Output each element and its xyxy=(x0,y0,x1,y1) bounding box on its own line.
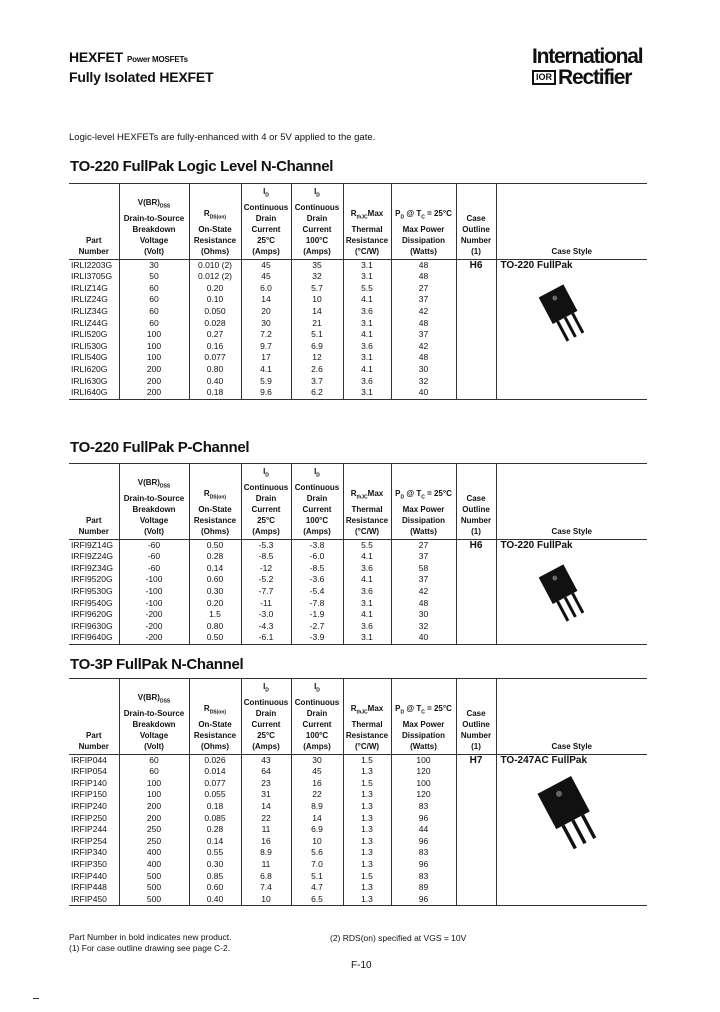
table-cell: 0.14 xyxy=(189,836,241,848)
table-cell: 48 xyxy=(391,259,456,271)
table-cell: 500 xyxy=(119,871,189,883)
table-cell: -4.3 xyxy=(241,621,291,633)
table-cell: 58 xyxy=(391,563,456,575)
table-cell: 3.1 xyxy=(343,259,391,271)
table-cell: 4.1 xyxy=(343,294,391,306)
table-cell: -60 xyxy=(119,539,189,551)
table-cell: 0.026 xyxy=(189,754,241,766)
table-cell: 5.7 xyxy=(291,283,343,295)
table-cell: 200 xyxy=(119,376,189,388)
spec-table-logic-n xyxy=(69,183,647,400)
table-cell: 0.028 xyxy=(189,318,241,330)
to220-package-icon xyxy=(537,281,593,345)
table-cell: 8.9 xyxy=(291,801,343,813)
table-cell: 14 xyxy=(241,801,291,813)
table-cell: 100 xyxy=(119,789,189,801)
table-cell: 5.5 xyxy=(343,539,391,551)
table-row xyxy=(69,754,647,766)
table-cell: 4.1 xyxy=(343,574,391,586)
table-cell: IRFIP254 xyxy=(71,835,107,846)
table-cell: 3.1 xyxy=(343,387,391,399)
table-cell: 12 xyxy=(291,352,343,364)
table-cell: 5.5 xyxy=(343,283,391,295)
table-cell: -6.1 xyxy=(241,632,291,644)
table-cell: 48 xyxy=(391,352,456,364)
intro-text: Logic-level HEXFETs are fully-enhanced with 4 or 5V applied to the gate. xyxy=(69,132,376,143)
table-cell: 1.5 xyxy=(343,871,391,883)
table-cell: IRLI2203G xyxy=(71,259,113,270)
table-cell: 83 xyxy=(391,801,456,813)
page-number: F-10 xyxy=(351,960,372,971)
table-cell: 5.6 xyxy=(291,847,343,859)
table-cell: IRLIZ24G xyxy=(71,294,108,305)
table-cell: 0.050 xyxy=(189,306,241,318)
table-cell: 4.1 xyxy=(343,329,391,341)
table-cell: -60 xyxy=(119,563,189,575)
table-header-row: Part Number $V(BR)_{DSS}$ Drain-to-Source Breakdown Voltage (Volt) $R_{DS(on)}$ On-State Resistance (Ohms) $I_D$ Continuous Drain Current 25°C (Amps) $I_D$ Continuous Drain Current 100°C (Amps) $R_{thJC}Max$ Thermal Resistance (°C/W) $P_D$ @ $T_C = 25^\circ C$ Max Power Dissipation (Watts) Case Outline Number (1) Case Style xyxy=(69,464,647,540)
table-cell: -1.9 xyxy=(291,609,343,621)
table-cell: IRLI630G xyxy=(71,375,108,386)
table-cell: 35 xyxy=(291,259,343,271)
table-cell: -3.6 xyxy=(291,574,343,586)
table-cell: 30 xyxy=(241,318,291,330)
table-cell: 1.3 xyxy=(343,824,391,836)
table-cell: 6.5 xyxy=(291,894,343,906)
table-cell: 400 xyxy=(119,859,189,871)
table-cell: 5.9 xyxy=(241,376,291,388)
table-cell: 17 xyxy=(241,352,291,364)
to220-package-icon xyxy=(537,561,593,625)
table-cell: 1.3 xyxy=(343,789,391,801)
table-cell: 10 xyxy=(291,836,343,848)
table-cell: 0.085 xyxy=(189,813,241,825)
table-cell: 0.18 xyxy=(189,387,241,399)
table-cell: 14 xyxy=(291,813,343,825)
table-cell: 45 xyxy=(241,259,291,271)
table-cell: 10 xyxy=(291,294,343,306)
table-cell: IRFI9Z14G xyxy=(71,539,114,550)
document-title: Fully Isolated HEXFET xyxy=(69,69,214,85)
table-cell: -5.3 xyxy=(241,539,291,551)
table-cell: 96 xyxy=(391,813,456,825)
table-cell: -7.8 xyxy=(291,598,343,610)
table-cell: 96 xyxy=(391,859,456,871)
table-cell: 0.10 xyxy=(189,294,241,306)
table-cell: IRFI9630G xyxy=(71,620,113,631)
table-cell: 100 xyxy=(391,754,456,766)
section-title: TO-220 FullPak P-Channel xyxy=(70,439,250,456)
table-cell: 1.3 xyxy=(343,766,391,778)
table-cell: IRLI540G xyxy=(71,352,108,363)
table-cell: -200 xyxy=(119,609,189,621)
table-cell: 1.3 xyxy=(343,813,391,825)
table-cell: 9.7 xyxy=(241,341,291,353)
table-cell: 40 xyxy=(391,632,456,644)
spec-table-to3p xyxy=(69,678,647,906)
table-cell: IRFI9540G xyxy=(71,597,113,608)
table-cell: 400 xyxy=(119,847,189,859)
table-cell: 100 xyxy=(391,778,456,790)
table-cell: IRFI9520G xyxy=(71,574,113,585)
table-cell: 2.6 xyxy=(291,364,343,376)
table-cell: 48 xyxy=(391,271,456,283)
table-cell: 200 xyxy=(119,801,189,813)
table-cell: 0.50 xyxy=(189,539,241,551)
case-outline-code: H7 xyxy=(456,754,496,906)
table-cell: 500 xyxy=(119,882,189,894)
table-cell: 3.6 xyxy=(343,621,391,633)
table-cell: 43 xyxy=(241,754,291,766)
table-cell: -200 xyxy=(119,621,189,633)
table-cell: 60 xyxy=(119,754,189,766)
table-cell: 3.6 xyxy=(343,306,391,318)
table-cell: 7.4 xyxy=(241,882,291,894)
table-cell: 96 xyxy=(391,836,456,848)
table-cell: IRFI9640G xyxy=(71,632,113,643)
table-cell: 1.5 xyxy=(343,754,391,766)
table-cell: 50 xyxy=(119,271,189,283)
table-cell: 0.16 xyxy=(189,341,241,353)
table-cell: 89 xyxy=(391,882,456,894)
table-cell: 48 xyxy=(391,318,456,330)
table-cell: IRFIP240 xyxy=(71,800,107,811)
table-cell: 0.60 xyxy=(189,574,241,586)
section-title: TO-3P FullPak N-Channel xyxy=(70,656,244,673)
table-cell: 0.077 xyxy=(189,778,241,790)
table-cell: 30 xyxy=(391,609,456,621)
table-cell: 1.5 xyxy=(343,778,391,790)
table-cell: IRFIP244 xyxy=(71,824,107,835)
table-cell: IRFIP340 xyxy=(71,847,107,858)
table-cell: IRFIP054 xyxy=(71,766,107,777)
table-cell: IRLIZ34G xyxy=(71,305,108,316)
table-cell: -3.9 xyxy=(291,632,343,644)
table-cell: 11 xyxy=(241,859,291,871)
table-cell: 60 xyxy=(119,306,189,318)
table-cell: -100 xyxy=(119,598,189,610)
table-cell: 6.0 xyxy=(241,283,291,295)
table-cell: 0.30 xyxy=(189,859,241,871)
table-cell: 45 xyxy=(241,271,291,283)
table-cell: 16 xyxy=(291,778,343,790)
table-cell: -12 xyxy=(241,563,291,575)
table-cell: 0.010 (2) xyxy=(189,259,241,271)
table-header-row: Part Number $V(BR)_{DSS}$ Drain-to-Source Breakdown Voltage (Volt) $R_{DS(on)}$ On-State Resistance (Ohms) $I_D$ Continuous Drain Current 25°C (Amps) $I_D$ Continuous Drain Current 100°C (Amps) $R_{thJC}Max$ Thermal Resistance (°C/W) $P_D$ @ $T_C = 25^\circ C$ Max Power Dissipation (Watts) Case Outline Number (1) Case Style xyxy=(69,679,647,755)
table-cell: 83 xyxy=(391,847,456,859)
table-cell: 3.1 xyxy=(343,318,391,330)
table-cell: 3.1 xyxy=(343,598,391,610)
table-cell: 3.1 xyxy=(343,632,391,644)
table-cell: 0.50 xyxy=(189,632,241,644)
table-cell: 60 xyxy=(119,283,189,295)
table-cell: 42 xyxy=(391,586,456,598)
table-cell: IRFIP140 xyxy=(71,777,107,788)
table-cell: IRFI9530G xyxy=(71,585,113,596)
table-cell: 22 xyxy=(291,789,343,801)
table-cell: -100 xyxy=(119,574,189,586)
table-cell: 3.7 xyxy=(291,376,343,388)
table-cell: IRFI9620G xyxy=(71,609,113,620)
table-cell: IRLI530G xyxy=(71,340,108,351)
footnote-2: (2) RDS(on) specified at VGS = 10V xyxy=(330,933,467,943)
table-cell: 0.20 xyxy=(189,283,241,295)
table-cell: 7.2 xyxy=(241,329,291,341)
table-cell: 4.1 xyxy=(343,364,391,376)
table-cell: IRFIP350 xyxy=(71,858,107,869)
table-cell: 5.1 xyxy=(291,871,343,883)
table-cell: 0.28 xyxy=(189,551,241,563)
table-cell: IRLI520G xyxy=(71,329,108,340)
table-cell: -5.2 xyxy=(241,574,291,586)
table-cell: -3.8 xyxy=(291,539,343,551)
case-outline-code: H6 xyxy=(456,539,496,644)
table-cell: 200 xyxy=(119,813,189,825)
table-cell: IRFIP150 xyxy=(71,789,107,800)
table-cell: 37 xyxy=(391,329,456,341)
table-cell: 7.0 xyxy=(291,859,343,871)
table-cell: 1.3 xyxy=(343,801,391,813)
table-cell: IRFIP450 xyxy=(71,893,107,904)
table-cell: 60 xyxy=(119,766,189,778)
table-cell: -6.0 xyxy=(291,551,343,563)
table-cell: 1.3 xyxy=(343,894,391,906)
table-cell: 32 xyxy=(391,621,456,633)
table-cell: 8.9 xyxy=(241,847,291,859)
table-cell: 16 xyxy=(241,836,291,848)
table-cell: 4.1 xyxy=(343,609,391,621)
table-cell: 120 xyxy=(391,789,456,801)
table-cell: IRFIP044 xyxy=(71,754,107,765)
table-cell: 9.6 xyxy=(241,387,291,399)
table-cell: 32 xyxy=(291,271,343,283)
table-cell: 1.3 xyxy=(343,836,391,848)
table-cell: IRFIP250 xyxy=(71,812,107,823)
table-cell: 14 xyxy=(291,306,343,318)
table-cell: 37 xyxy=(391,551,456,563)
table-cell: 0.40 xyxy=(189,376,241,388)
table-cell: IRLIZ14G xyxy=(71,282,108,293)
table-cell: -200 xyxy=(119,632,189,644)
table-cell: 100 xyxy=(119,352,189,364)
table-cell: 23 xyxy=(241,778,291,790)
table-cell: 250 xyxy=(119,824,189,836)
table-cell: 96 xyxy=(391,894,456,906)
table-cell: 0.012 (2) xyxy=(189,271,241,283)
table-cell: IRLI3705G xyxy=(71,271,113,282)
table-cell: 0.14 xyxy=(189,563,241,575)
table-cell: -3.0 xyxy=(241,609,291,621)
table-cell: 0.40 xyxy=(189,894,241,906)
table-cell: 120 xyxy=(391,766,456,778)
table-cell: 30 xyxy=(291,754,343,766)
table-cell: 64 xyxy=(241,766,291,778)
to247-package-icon xyxy=(537,776,607,852)
table-cell: IRLIZ44G xyxy=(71,317,108,328)
table-cell: 60 xyxy=(119,318,189,330)
table-cell: 3.6 xyxy=(343,376,391,388)
table-cell: IRFIP448 xyxy=(71,882,107,893)
table-cell: 37 xyxy=(391,294,456,306)
table-cell: 3.1 xyxy=(343,352,391,364)
table-cell: 27 xyxy=(391,283,456,295)
table-cell: -7.7 xyxy=(241,586,291,598)
table-cell: 1.3 xyxy=(343,882,391,894)
table-cell: 0.055 xyxy=(189,789,241,801)
table-cell: 14 xyxy=(241,294,291,306)
table-cell: -8.5 xyxy=(241,551,291,563)
company-logo: International IOR Rectifier xyxy=(532,45,643,89)
table-cell: 0.60 xyxy=(189,882,241,894)
case-style-cell: TO-220 FullPak xyxy=(496,259,647,399)
table-cell: 0.18 xyxy=(189,801,241,813)
table-cell: 45 xyxy=(291,766,343,778)
table-cell: IRLI620G xyxy=(71,363,108,374)
section-title: TO-220 FullPak Logic Level N-Channel xyxy=(70,158,334,175)
table-cell: 1.5 xyxy=(189,609,241,621)
table-cell: 4.7 xyxy=(291,882,343,894)
table-cell: 200 xyxy=(119,364,189,376)
table-cell: 5.1 xyxy=(291,329,343,341)
table-cell: IRFIP440 xyxy=(71,870,107,881)
table-cell: 500 xyxy=(119,894,189,906)
table-cell: 20 xyxy=(241,306,291,318)
table-cell: -2.7 xyxy=(291,621,343,633)
table-cell: 0.28 xyxy=(189,824,241,836)
table-cell: 250 xyxy=(119,836,189,848)
table-cell: 10 xyxy=(241,894,291,906)
table-cell: IRFI9Z34G xyxy=(71,562,114,573)
table-row xyxy=(69,539,647,551)
table-cell: 83 xyxy=(391,871,456,883)
table-cell: -100 xyxy=(119,586,189,598)
table-row xyxy=(69,259,647,271)
table-cell: 32 xyxy=(391,376,456,388)
table-cell: 6.9 xyxy=(291,824,343,836)
table-cell: 6.9 xyxy=(291,341,343,353)
table-cell: 27 xyxy=(391,539,456,551)
footnotes: Part Number in bold indicates new product. (1) For case outline drawing see page C-2. xyxy=(69,932,232,953)
table-cell: 0.30 xyxy=(189,586,241,598)
spec-table-p-channel xyxy=(69,463,647,645)
table-cell: 44 xyxy=(391,824,456,836)
table-header-row: Part Number $V(BR)_{DSS}$ Drain-to-Source Breakdown Voltage (Volt) $R_{DS(on)}$ On-State Resistance (Ohms) $I_D$ Continuous Drain Current 25°C (Amps) $I_D$ Continuous Drain Current 100°C (Amps) $R_{thJC}Max$ Thermal Resistance (°C/W) $P_D$ @ $T_C = 25^\circ C$ Max Power Dissipation (Watts) Case Outline Number (1) Case Style xyxy=(69,184,647,260)
table-cell: 100 xyxy=(119,341,189,353)
case-style-cell: TO-220 FullPak xyxy=(496,539,647,644)
table-cell: 30 xyxy=(119,259,189,271)
table-cell: 100 xyxy=(119,778,189,790)
table-cell: 3.6 xyxy=(343,341,391,353)
table-cell: 1.3 xyxy=(343,859,391,871)
case-outline-code: H6 xyxy=(456,259,496,399)
table-cell: 21 xyxy=(291,318,343,330)
table-cell: 0.80 xyxy=(189,364,241,376)
table-cell: 22 xyxy=(241,813,291,825)
table-cell: 11 xyxy=(241,824,291,836)
table-cell: 0.55 xyxy=(189,847,241,859)
table-cell: 42 xyxy=(391,306,456,318)
table-cell: 0.014 xyxy=(189,766,241,778)
table-cell: 3.1 xyxy=(343,271,391,283)
table-cell: -60 xyxy=(119,551,189,563)
table-cell: 4.1 xyxy=(343,551,391,563)
table-cell: 1.3 xyxy=(343,847,391,859)
table-cell: 0.20 xyxy=(189,598,241,610)
table-cell: 30 xyxy=(391,364,456,376)
table-cell: 100 xyxy=(119,329,189,341)
table-cell: 42 xyxy=(391,341,456,353)
table-cell: 0.85 xyxy=(189,871,241,883)
case-style-cell: TO-247AC FullPak xyxy=(496,754,647,906)
table-cell: -8.5 xyxy=(291,563,343,575)
table-cell: IRFI9Z24G xyxy=(71,551,114,562)
table-cell: 0.27 xyxy=(189,329,241,341)
table-cell: 0.80 xyxy=(189,621,241,633)
table-cell: 4.1 xyxy=(241,364,291,376)
table-cell: 40 xyxy=(391,387,456,399)
table-cell: 6.2 xyxy=(291,387,343,399)
table-cell: 3.6 xyxy=(343,563,391,575)
table-cell: 31 xyxy=(241,789,291,801)
table-cell: 60 xyxy=(119,294,189,306)
brand-heading: HEXFET Power MOSFETs xyxy=(69,49,188,65)
ior-logo-icon: IOR xyxy=(532,70,556,85)
table-cell: 3.6 xyxy=(343,586,391,598)
table-cell: 37 xyxy=(391,574,456,586)
table-cell: 48 xyxy=(391,598,456,610)
table-cell: -11 xyxy=(241,598,291,610)
table-cell: 6.8 xyxy=(241,871,291,883)
margin-mark xyxy=(33,998,39,999)
table-cell: 0.077 xyxy=(189,352,241,364)
table-cell: 200 xyxy=(119,387,189,399)
table-cell: -5.4 xyxy=(291,586,343,598)
table-cell: IRLI640G xyxy=(71,387,108,398)
